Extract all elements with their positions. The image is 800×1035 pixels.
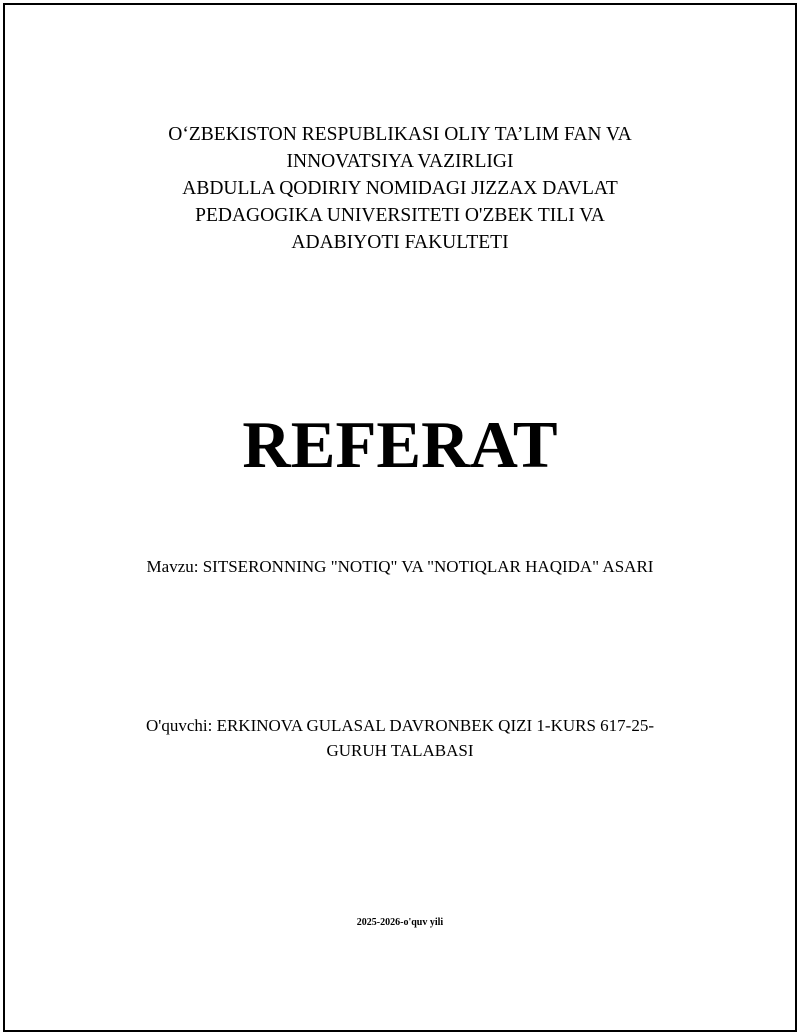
institution-header [60,121,740,256]
header-line: PEDAGOGIKA UNIVERSITETI O'ZBEK TILI VA [195,205,605,226]
header-line: ABDULLA QODIRIY NOMIDAGI JIZZAX DAVLAT [182,178,618,199]
student-line: GURUH TALABASI [326,741,474,760]
header-line: INNOVATSIYA VAZIRLIGI [286,151,514,172]
student-info [60,713,740,763]
academic-year: 2025-2026-o'quv yili [356,917,444,928]
header-line: O‘ZBEKISTON RESPUBLIKASI OLIY TA’LIM FAN VA [168,124,632,145]
topic-line: Mavzu: SITSERONNING "NOTIQ" VA "NOTIQLAR HAQIDA" ASARI [146,557,654,576]
student-line: O'quvchi: ERKINOVA GULASAL DAVRONBEK QIZI 1-KURS 617-25- [145,716,655,735]
header-line: ADABIYOTI FAKULTETI [291,232,509,253]
document-title: REFERAT [242,408,558,482]
